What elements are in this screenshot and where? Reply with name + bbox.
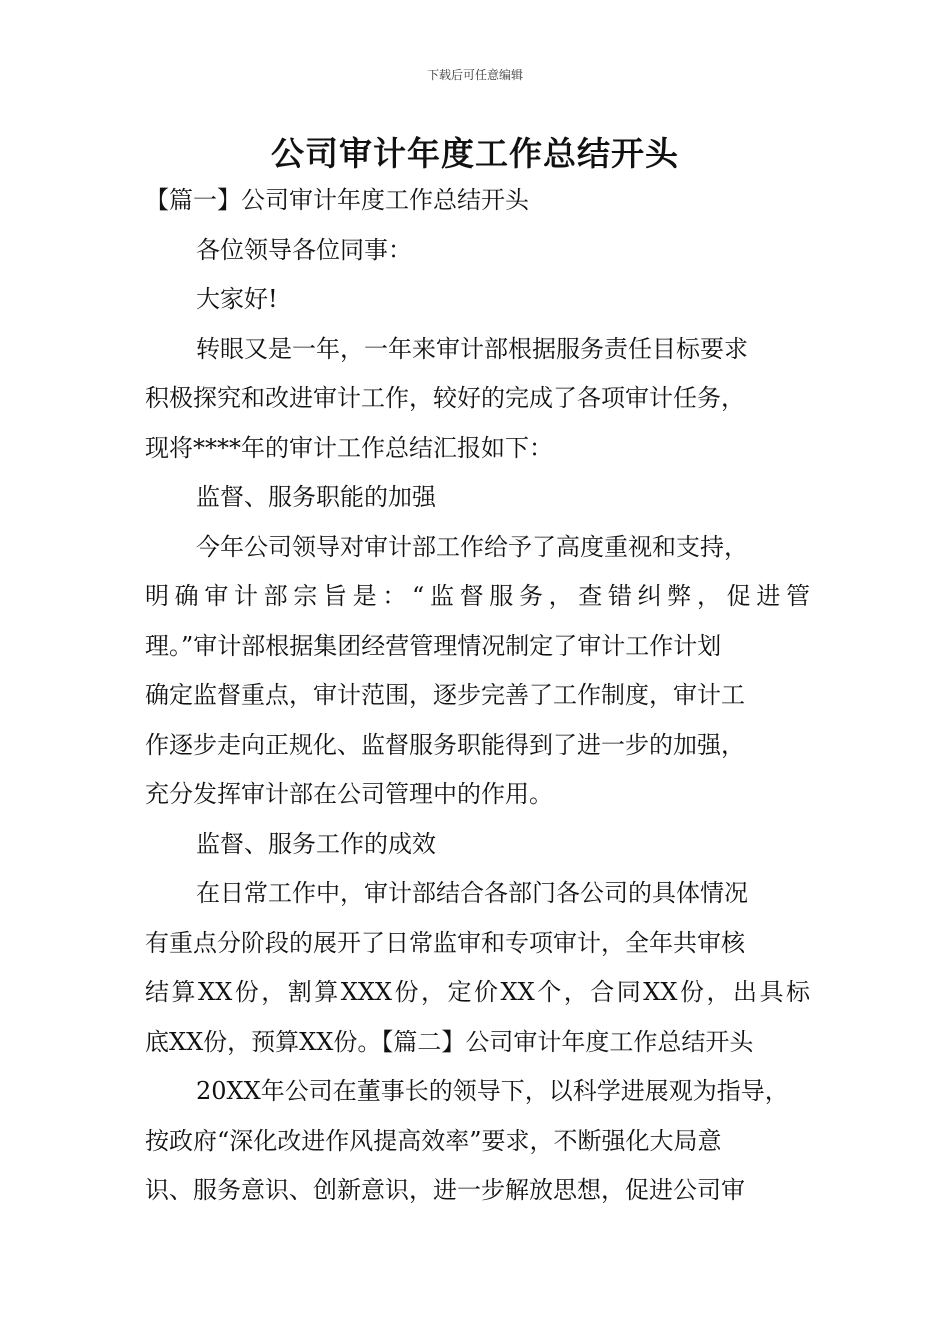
- text-line: 积极探究和改进审计工作，较好的完成了各项审计任务，: [145, 384, 745, 412]
- text-line: 底XX份，预算XX份。【篇二】公司审计年度工作总结开头: [145, 1027, 754, 1056]
- document-title: 公司审计年度工作总结开头: [271, 134, 679, 173]
- text-line: 作逐步走向正规化、监督服务职能得到了进一步的加强，: [145, 730, 745, 759]
- text-line: 20XX年公司在董事长的领导下，以科学进展观为指导，: [196, 1077, 789, 1105]
- text-line: 按政府“深化改进作风提高效率”要求，不断强化大局意: [145, 1126, 722, 1155]
- document-body: [145, 176, 810, 1216]
- text-line: 今年公司领导对审计部工作给予了高度重视和支持，: [196, 532, 748, 561]
- text-line: 【篇一】公司审计年度工作总结开头: [145, 186, 529, 214]
- text-line: 监督、服务职能的加强: [196, 483, 436, 511]
- text-line: 理。”审计部根据集团经营管理情况制定了审计工作计划: [145, 631, 722, 660]
- text-line: 大家好!: [196, 285, 278, 313]
- text-line: 转眼又是一年，一年来审计部根据服务责任目标要求: [196, 334, 748, 363]
- text-line: 监督、服务工作的成效: [196, 829, 436, 858]
- text-line: 现将****年的审计工作总结汇报如下：: [145, 433, 553, 462]
- text-line: 各位领导各位同事：: [196, 235, 412, 264]
- text-line: 充分发挥审计部在公司管理中的作用。: [145, 780, 553, 808]
- text-line: 有重点分阶段的展开了日常监审和专项审计，全年共审核: [145, 928, 745, 957]
- text-line: 确定监督重点，审计范围，逐步完善了工作制度，审计工: [145, 681, 745, 709]
- text-line: 结算XX份，割算XXX份，定价XX个，合同XX份，出具标: [145, 978, 810, 1006]
- text-line: 明确审计部宗旨是：“监督服务，查错纠弊，促进管: [145, 582, 810, 610]
- text-line: 在日常工作中，审计部结合各部门各公司的具体情况: [196, 879, 748, 907]
- text-line: 识、服务意识、创新意识，进一步解放思想，促进公司审: [145, 1176, 745, 1204]
- header-note: 下载后可任意编辑: [426, 68, 523, 82]
